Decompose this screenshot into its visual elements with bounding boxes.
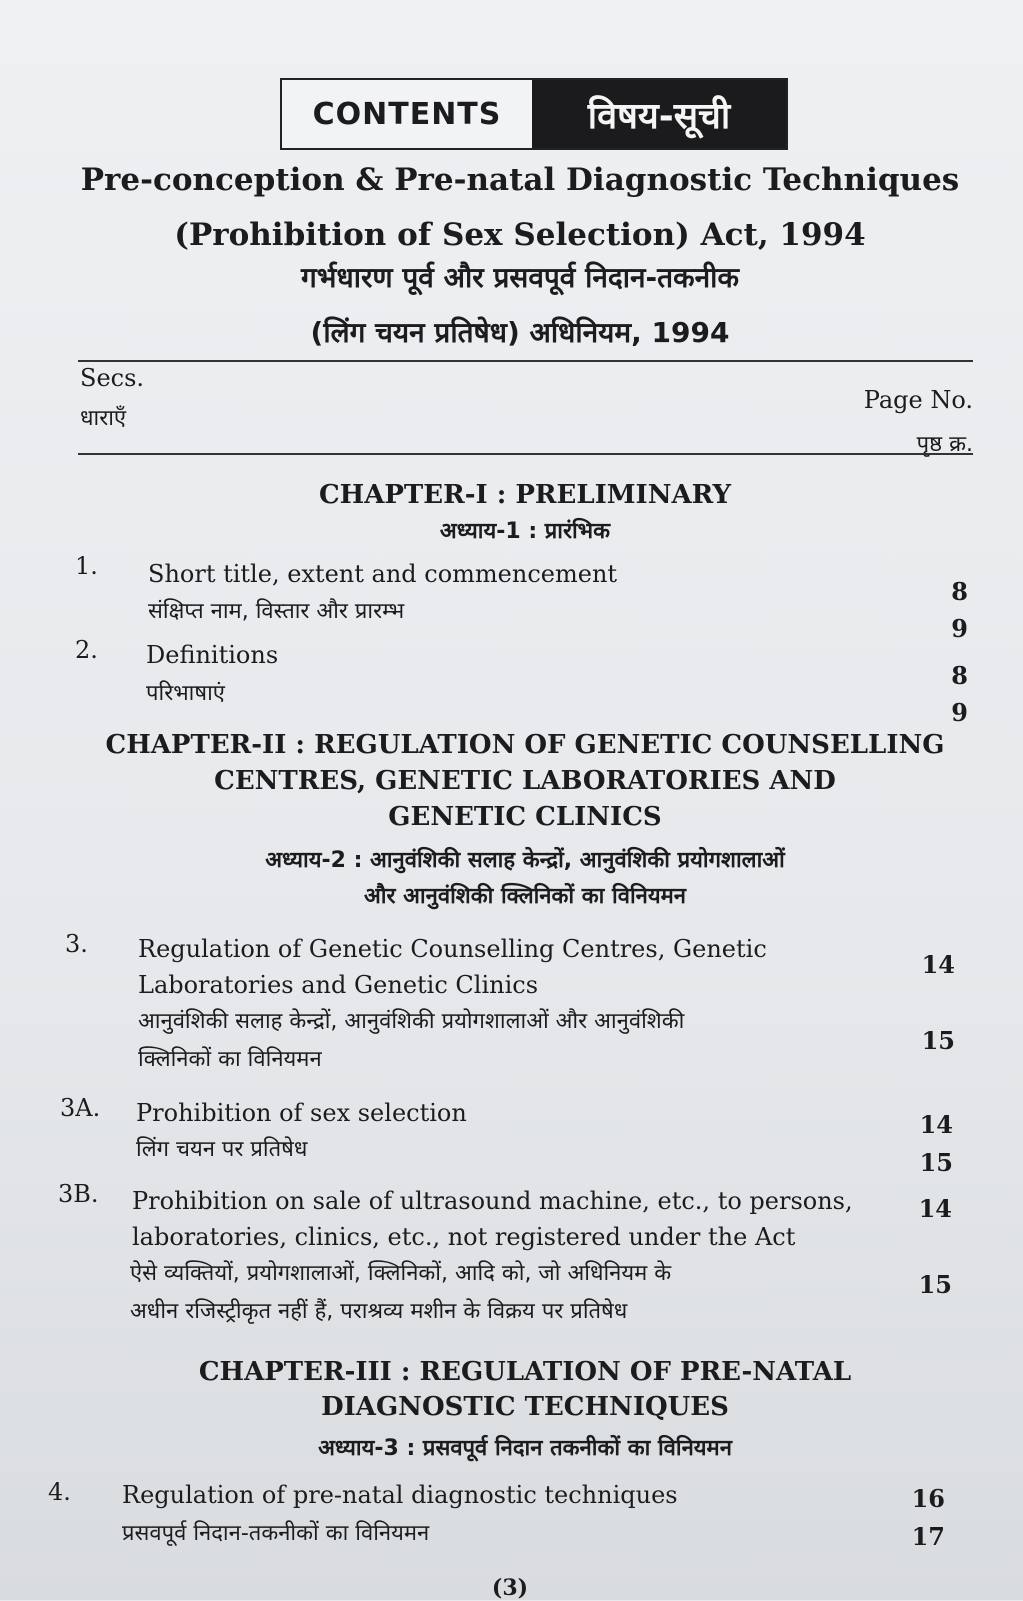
section-number: 3. <box>65 930 88 958</box>
page-number-en: 8 <box>951 577 968 606</box>
chapter-2-title-line3: GENETIC CLINICS <box>388 802 662 832</box>
page-number-hi: 17 <box>911 1522 945 1551</box>
page-number-en: 14 <box>918 1194 952 1223</box>
page-no-label-en: Page No. <box>863 386 973 414</box>
section-number: 2. <box>75 636 98 664</box>
page-number-en: 14 <box>919 1110 953 1139</box>
secs-label-hi: धाराएँ <box>80 406 127 431</box>
entry-title-hi: लिंग चयन पर प्रतिषेध <box>136 1137 308 1162</box>
page-number-hi: 9 <box>951 698 968 727</box>
entry-title-hi-line2: क्लिनिकों का विनियमन <box>138 1047 322 1072</box>
page-footer-number: (3) <box>491 1575 529 1601</box>
act-title-hi-line1: गर्भधारण पूर्व और प्रसवपूर्व निदान-तकनीक <box>301 261 739 294</box>
section-number: 1. <box>75 552 98 580</box>
section-number: 4. <box>48 1478 71 1506</box>
entry-title-en-line1: Regulation of Genetic Counselling Centres, Genetic <box>138 935 767 963</box>
chapter-3-title-line2: DIAGNOSTIC TECHNIQUES <box>321 1392 729 1422</box>
page-number-en: 14 <box>921 950 955 979</box>
entry-title-hi-line1: आनुवंशिकी सलाह केन्द्रों, आनुवंशिकी प्रयोगशालाओं और आनुवंशिकी <box>138 1009 685 1034</box>
page-number-en: 16 <box>911 1484 945 1513</box>
chapter-3-title-line1: CHAPTER-III : REGULATION OF PRE-NATAL <box>198 1357 852 1387</box>
chapter-1-title: CHAPTER-I : PRELIMINARY <box>318 480 732 510</box>
page-number-hi: 9 <box>951 614 968 643</box>
contents-banner <box>280 78 788 150</box>
entry-title-en: Prohibition of sex selection <box>136 1099 467 1127</box>
page-number-hi: 15 <box>919 1148 953 1177</box>
act-title-hi-line2: (लिंग चयन प्रतिषेध) अधिनियम, 1994 <box>310 316 730 349</box>
chapter-2-title-line1: CHAPTER-II : REGULATION OF GENETIC COUNSELLING <box>105 730 945 760</box>
section-number: 3A. <box>60 1094 101 1122</box>
entry-title-hi-line1: ऐसे व्यक्तियों, प्रयोगशालाओं, क्लिनिकों, आदि को, जो अधिनियम के <box>130 1261 672 1286</box>
chapter-2-title-line2: CENTRES, GENETIC LABORATORIES AND <box>214 766 836 796</box>
page-number-hi: 15 <box>918 1270 952 1299</box>
header-top-rule <box>78 360 973 362</box>
banner-hindi: विषय-सूची <box>532 80 786 148</box>
chapter-2-title-hi-line1: अध्याय-2 : आनुवंशिकी सलाह केन्द्रों, आनुवंशिकी प्रयोगशालाओं <box>265 848 785 873</box>
header-bottom-rule <box>78 453 973 455</box>
entry-title-en: Regulation of pre-natal diagnostic techniques <box>122 1481 678 1509</box>
entry-title-en: Definitions <box>146 641 279 669</box>
page-number-en: 8 <box>951 661 968 690</box>
entry-title-hi: प्रसवपूर्व निदान-तकनीकों का विनियमन <box>122 1521 430 1546</box>
banner-english: CONTENTS <box>282 80 532 148</box>
entry-title-hi-line2: अधीन रजिस्ट्रीकृत नहीं हैं, पराश्रव्य मशीन के विक्रय पर प्रतिषेध <box>130 1299 628 1324</box>
entry-title-en-line1: Prohibition on sale of ultrasound machine, etc., to persons, <box>132 1187 853 1215</box>
chapter-2-title-hi-line2: और आनुवंशिकी क्लिनिकों का विनियमन <box>364 884 686 909</box>
entry-title-en-line2: Laboratories and Genetic Clinics <box>138 971 539 999</box>
entry-title-hi: परिभाषाएं <box>146 681 225 706</box>
secs-label-en: Secs. <box>80 364 145 392</box>
page-no-label-hi: पृष्ठ क्र. <box>916 432 973 457</box>
entry-title-en-line2: laboratories, clinics, etc., not registered under the Act <box>132 1223 796 1251</box>
entry-title-en: Short title, extent and commencement <box>148 560 618 588</box>
section-number: 3B. <box>58 1180 99 1208</box>
act-title-en-line1: Pre-conception & Pre-natal Diagnostic Techniques <box>80 162 960 198</box>
chapter-3-title-hi: अध्याय-3 : प्रसवपूर्व निदान तकनीकों का विनियमन <box>318 1436 732 1461</box>
chapter-1-title-hi: अध्याय-1 : प्रारंभिक <box>439 519 611 544</box>
page-number-hi: 15 <box>921 1026 955 1055</box>
act-title-en-line2: (Prohibition of Sex Selection) Act, 1994 <box>174 217 866 253</box>
entry-title-hi: संक्षिप्त नाम, विस्तार और प्रारम्भ <box>148 599 405 624</box>
